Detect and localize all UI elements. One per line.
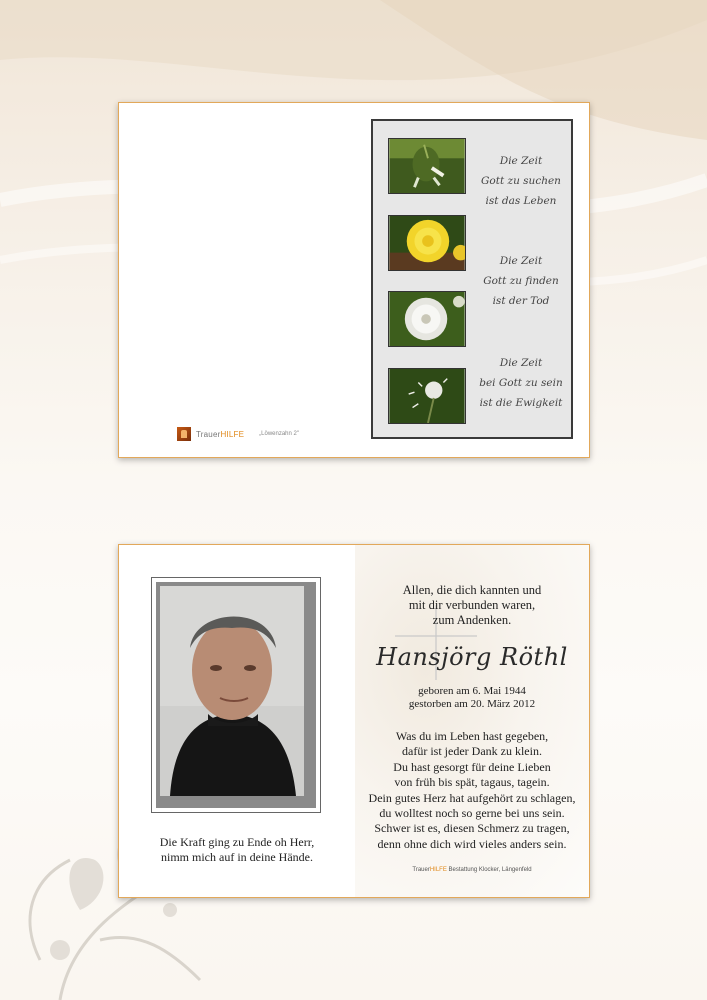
portrait-frame (151, 577, 321, 813)
card-left-page (119, 545, 355, 897)
farewell-verse: Die Kraft ging zu Ende oh Herr, nimm mich auf in deine Hände. (159, 835, 315, 864)
memorial-poem: Was du im Leben hast gegeben, dafür ist jeder Dank zu klein. Du hast gesorgt für deine Lieben von früh bis spät, tagaus, tagein. Dein gutes Herz hat aufgehört zu schlagen, du wolltest noch so gerne bei uns sein. Schwer ist es, diesen Schmerz zu tragen, denn ohne dich wird vieles anders sein. (368, 729, 576, 851)
verse-3: Die Zeit bei Gott zu sein ist die Ewigkeit (479, 357, 563, 409)
trauerhilfe-logo-icon (177, 427, 191, 441)
dandelion-seedhead-icon (388, 291, 466, 347)
brand-name: TrauerHILFE (196, 429, 245, 439)
dandelion-flower-icon (388, 215, 466, 271)
brand-mark (177, 427, 299, 441)
verse-panel (371, 119, 573, 439)
life-dates: geboren am 6. Mai 1944 gestorben am 20. März 2012 (408, 685, 536, 710)
verse-2: Die Zeit Gott zu finden ist der Tod (483, 255, 559, 307)
card-front (118, 102, 590, 458)
dedication: Allen, die dich kannten und mit dir verbunden waren, zum Andenken. (402, 583, 542, 627)
funeral-home-footer: TrauerHILFE Bestattung Klocker, Längenfeld (412, 867, 532, 873)
dandelion-seeds-blowing-icon (388, 368, 466, 424)
verse-1: Die Zeit Gott zu suchen ist das Leben (481, 155, 561, 207)
dandelion-bud-icon (388, 138, 466, 194)
design-name: „Löwenzahn 2" (259, 431, 299, 437)
deceased-name: Hansjörg Röthl (376, 643, 568, 671)
card-inside (118, 544, 590, 898)
portrait-photo (160, 586, 304, 796)
card-right-page (355, 545, 589, 897)
